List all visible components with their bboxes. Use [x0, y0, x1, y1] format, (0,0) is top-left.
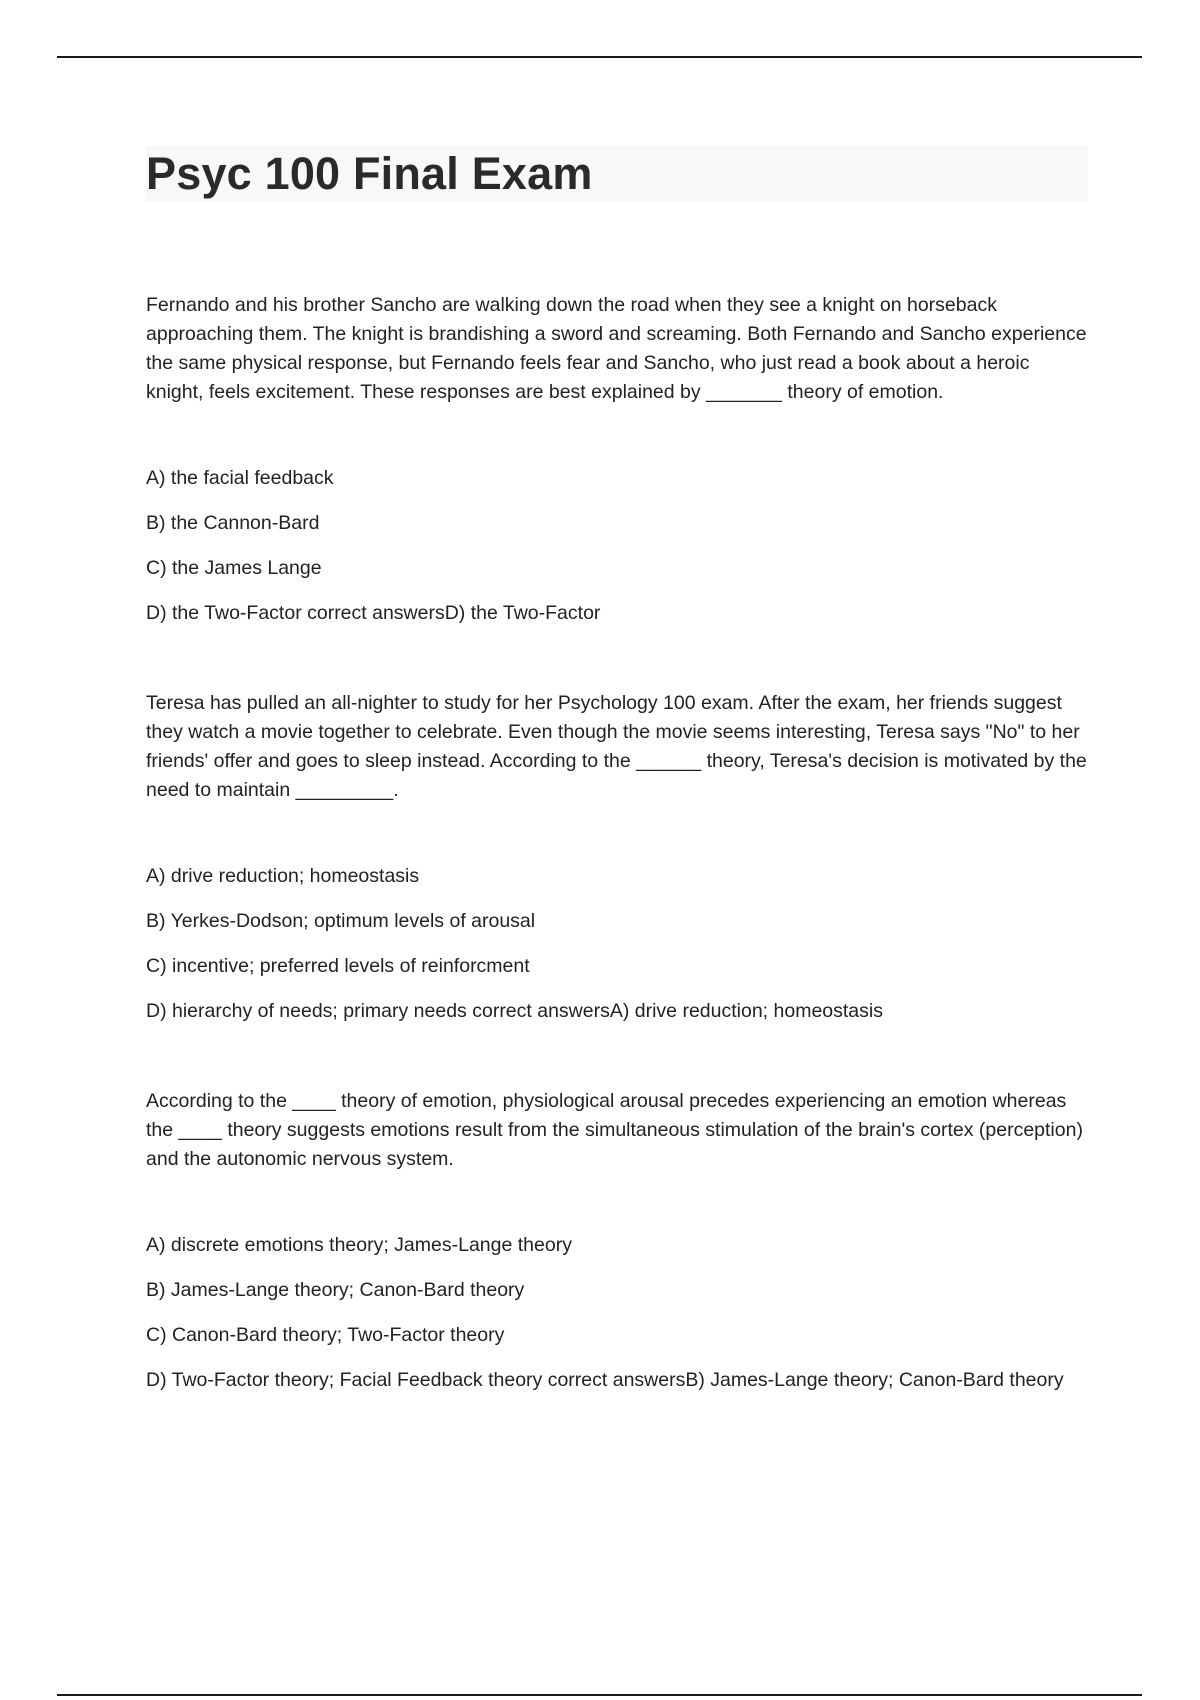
- page-title: Psyc 100 Final Exam: [146, 148, 593, 199]
- option-list: [146, 1231, 1094, 1395]
- option-a: A) drive reduction; homeostasis: [146, 865, 420, 887]
- option-d: D) hierarchy of needs; primary needs correct answersA) drive reduction; homeostasis: [146, 1000, 883, 1022]
- question-text: Fernando and his brother Sancho are walking down the road when they see a knight on horseback approaching them. The knight is brandishing a sword and screaming. Both Fernando and Sancho experience the same physical response, but Fernando feels fear and Sancho, who just read a book about a heroic knight, feels excitement. These responses are best explained by _______ theory of emotion.: [146, 294, 1087, 403]
- question-text: According to the ____ theory of emotion, physiological arousal precedes experiencing an emotion whereas the ____ theory suggests emotions result from the simultaneous stimulation of the brain's cortex (perception) and the autonomic nervous system.: [146, 1090, 1083, 1170]
- option-b: B) James-Lange theory; Canon-Bard theory: [146, 1279, 525, 1301]
- question-list: [146, 291, 1094, 1456]
- bottom-rule: [57, 1694, 1142, 1696]
- option-list: [146, 464, 1094, 628]
- option-a: A) discrete emotions theory; James-Lange theory: [146, 1234, 572, 1256]
- option-b: B) the Cannon-Bard: [146, 512, 320, 534]
- question-text: Teresa has pulled an all-nighter to study for her Psychology 100 exam. After the exam, her friends suggest they watch a movie together to celebrate. Even though the movie seems interesting, Teresa says "No" to her friends' offer and goes to sleep instead. According to the ______ theory, Teresa's decision is motivated by the need to maintain _________.: [146, 692, 1087, 801]
- option-b: B) Yerkes-Dodson; optimum levels of arousal: [146, 910, 536, 932]
- option-c: C) incentive; preferred levels of reinforcment: [146, 955, 530, 977]
- question-1: [146, 291, 1094, 628]
- option-c: C) the James Lange: [146, 557, 322, 579]
- option-d: D) Two-Factor theory; Facial Feedback theory correct answersB) James-Lange theory; Canon-Bard theory: [146, 1369, 1064, 1391]
- option-c: C) Canon-Bard theory; Two-Factor theory: [146, 1324, 505, 1346]
- top-rule: [57, 56, 1142, 58]
- question-2: [146, 689, 1094, 1026]
- option-a: A) the facial feedback: [146, 467, 334, 489]
- option-list: [146, 862, 1094, 1026]
- question-3: [146, 1087, 1094, 1395]
- option-d: D) the Two-Factor correct answersD) the Two-Factor: [146, 602, 601, 624]
